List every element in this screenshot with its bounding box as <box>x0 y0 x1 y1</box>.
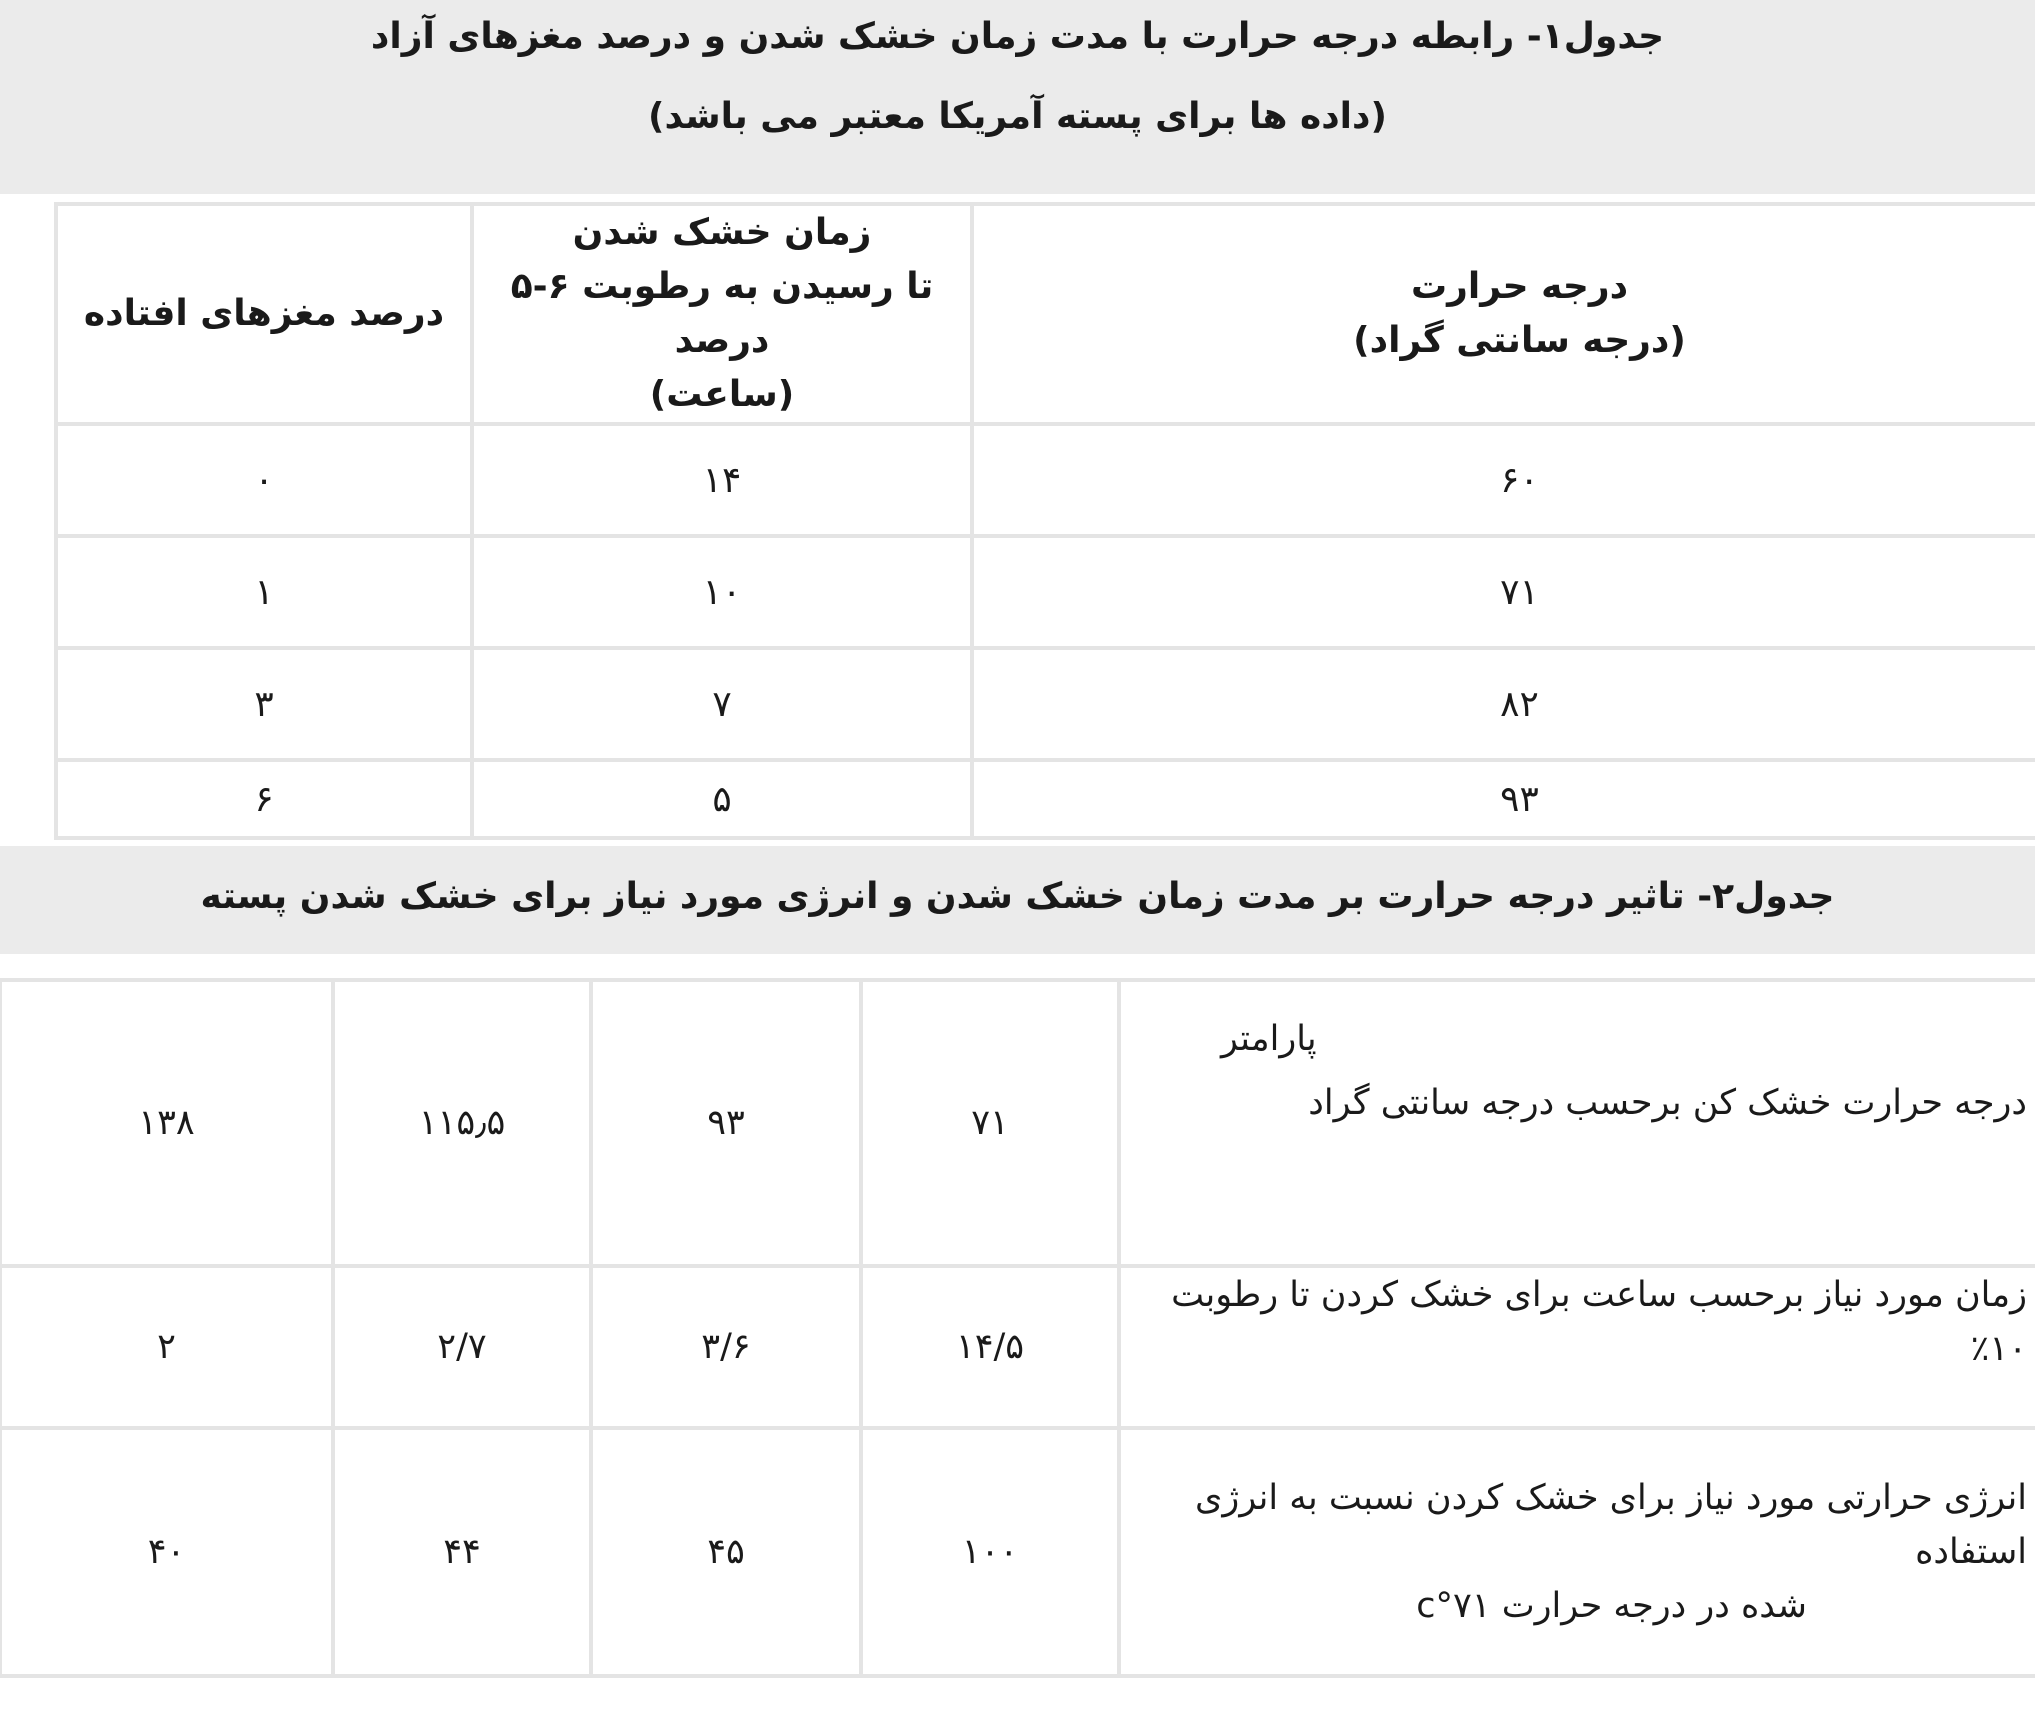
cell-temperature: ۹۳ <box>972 760 2035 838</box>
param-label: پارامتر <box>1221 1019 1317 1059</box>
row-label-text-line2: شده در درجه حرارت ۷۱°c <box>1416 1586 1807 1626</box>
table2-caption-band <box>0 846 2035 954</box>
table-row <box>0 1266 2035 1428</box>
cell-fallen-kernels: ۳ <box>56 648 472 760</box>
header-fallen-kernels-line1: درصد مغزهای افتاده <box>83 293 445 334</box>
table-cell: ۹۳ <box>591 980 861 1266</box>
table1-caption-band <box>0 0 2035 194</box>
table-row <box>56 536 2035 648</box>
table1-title: جدول۱- رابطه درجه حرارت با مدت زمان خشک شدن و درصد مغزهای آزاد <box>370 16 1665 57</box>
cell-drying-time: ۷ <box>472 648 972 760</box>
cell-fallen-kernels: ۶ <box>56 760 472 838</box>
row-label-dryer-temperature <box>1119 980 2035 1266</box>
header-drying-time-line3: (ساعت) <box>649 374 795 415</box>
header-temperature <box>972 204 2035 424</box>
cell-drying-time: ۱۰ <box>472 536 972 648</box>
table-cell: ۷۱ <box>861 980 1119 1266</box>
table-cell: ۴۵ <box>591 1428 861 1676</box>
row-label-text: درجه حرارت خشک کن برحسب درجه سانتی گراد <box>1308 1083 2027 1123</box>
table-row <box>0 980 2035 1266</box>
table-cell: ۱۳۸ <box>0 980 333 1266</box>
table-row <box>56 424 2035 536</box>
table1-header-row <box>56 204 2035 424</box>
table-cell: ۴۰ <box>0 1428 333 1676</box>
table1-subtitle: (داده ها برای پسته آمریکا معتبر می باشد) <box>648 96 1387 137</box>
table-cell: ۲ <box>0 1266 333 1428</box>
header-temperature-line2: (درجه سانتی گراد) <box>1353 320 1686 361</box>
header-drying-time-line2: تا رسیدن به رطوبت ۶-۵ درصد <box>510 266 934 361</box>
cell-temperature: ۶۰ <box>972 424 2035 536</box>
row-label-text-line1: انرژی حرارتی مورد نیاز برای خشک کردن نسبت به انرژی استفاده <box>1195 1478 2027 1572</box>
row-label-drying-time <box>1119 1266 2035 1428</box>
cell-temperature: ۷۱ <box>972 536 2035 648</box>
table-cell: ۳/۶ <box>591 1266 861 1428</box>
cell-drying-time: ۱۴ <box>472 424 972 536</box>
table-cell: ۱۴/۵ <box>861 1266 1119 1428</box>
cell-fallen-kernels: ۰ <box>56 424 472 536</box>
table-row <box>0 1428 2035 1676</box>
header-temperature-line1: درجه حرارت <box>1410 266 1629 307</box>
row-label-text: زمان مورد نیاز برحسب ساعت برای خشک کردن تا رطوبت ۱۰٪ <box>1171 1275 2027 1369</box>
table2 <box>0 978 2035 1678</box>
header-drying-time <box>472 204 972 424</box>
table-row <box>56 648 2035 760</box>
header-fallen-kernels <box>56 204 472 424</box>
cell-temperature: ۸۲ <box>972 648 2035 760</box>
table1 <box>54 202 2035 840</box>
row-label-energy <box>1119 1428 2035 1676</box>
cell-drying-time: ۵ <box>472 760 972 838</box>
table-row <box>56 760 2035 838</box>
table-cell: ۱۱۵٫۵ <box>333 980 591 1266</box>
header-drying-time-line1: زمان خشک شدن <box>572 212 872 253</box>
table-cell: ۱۰۰ <box>861 1428 1119 1676</box>
table-cell: ۴۴ <box>333 1428 591 1676</box>
cell-fallen-kernels: ۱ <box>56 536 472 648</box>
table-cell: ۲/۷ <box>333 1266 591 1428</box>
table2-title: جدول۲- تاثیر درجه حرارت بر مدت زمان خشک شدن و انرژی مورد نیاز برای خشک شدن پسته <box>200 876 1835 917</box>
